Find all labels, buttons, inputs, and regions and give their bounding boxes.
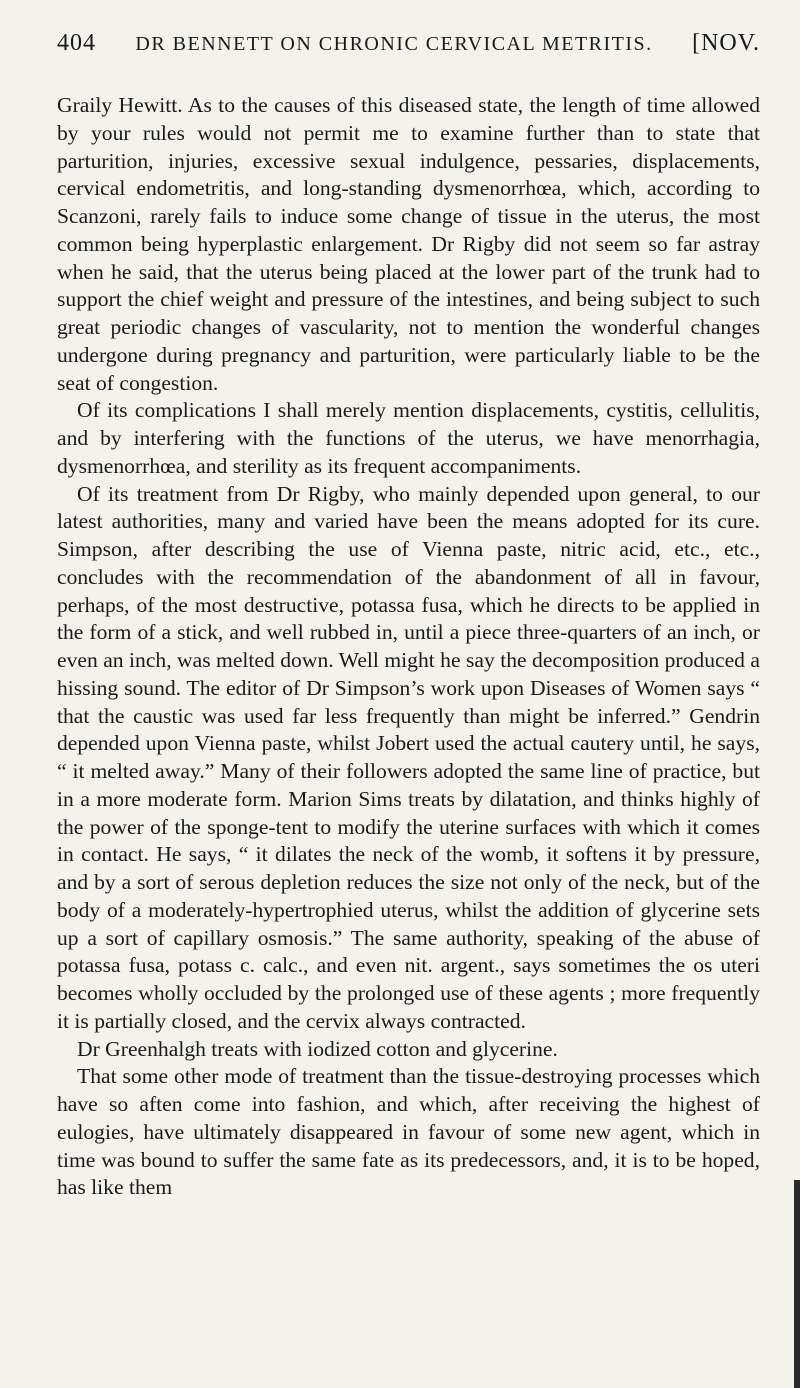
running-title: DR BENNETT ON CHRONIC CERVICAL METRITIS. — [135, 33, 653, 55]
paragraph: Of its treatment from Dr Rigby, who mainly depended upon general, to our latest authorities, many and varied have been the means adopted for its cure. Simpson, after describing the use of Vienna paste, nitric acid, etc., etc., concludes with the recommendation of the abandonment of all in favour, perhaps, of the most destructive, potassa fusa, which he directs to be applied in the form of a stick, and well rubbed in, until a piece three-quarters of an inch, or even an inch, was melted down. Well might he say the decomposition produced a hissing sound. The editor of Dr Simpson’s work upon Diseases of Women says “ that the caustic was used far less frequently than might be inferred.” Gendrin depended upon Vienna paste, whilst Jobert used the actual cautery until, he says, “ it melted away.” Many of their followers adopted the same line of practice, but in a more moderate form. Marion Sims treats by dilatation, and thinks highly of the power of the sponge-tent to modify the uterine surfaces with which it comes in contact. He says, “ it dilates the neck of the womb, it softens it by pressure, and by a sort of serous depletion reduces the size not only of the neck, but of the body of a moderately-hypertrophied uterus, whilst the addition of glycerine sets up a sort of capillary osmosis.” The same authority, speaking of the abuse of potassa fusa, potass c. calc., and even nit. argent., says sometimes the os uteri becomes wholly occluded by the prolonged use of these agents ; more frequently it is partially closed, and the cervix always contracted. — [57, 481, 760, 1033]
paragraph: Graily Hewitt. As to the causes of this diseased state, the length of time allowed by your rules would not permit me to examine further than to state that parturition, injuries, excessive sexual indulgence, pessaries, displacements, cervical endometritis, and long-standing dysmenorrhœa, which, according to Scanzoni, rarely fails to induce some change of tissue in the uterus, the most common being hyperplastic enlargement. Dr Rigby did not seem so far astray when he said, that the uterus being placed at the lower part of the trunk had to support the chief weight and pressure of the intestines, and being subject to such great periodic changes of vascularity, not to mention the wonderful changes undergone during pregnancy and parturition, were particularly liable to be the seat of congestion. — [57, 93, 760, 395]
section-mark: [NOV. — [692, 30, 760, 56]
body-text — [57, 92, 760, 1202]
paragraph: Of its complications I shall merely mention displacements, cystitis, cellulitis, and by interfering with the functions of the uterus, we have menorrhagia, dysmenorrhœa, and sterility as its frequent accompaniments. — [57, 398, 760, 478]
page-edge-shadow — [794, 1180, 800, 1388]
running-head — [57, 30, 760, 70]
paragraph: That some other mode of treatment than the tissue-destroying processes which have so aften come into fashion, and which, after receiving the highest of eulogies, have ultimately disappeared in favour of some new agent, which in time was bound to suffer the same fate as its predecessors, and, it is to be hoped, has like them — [57, 1064, 760, 1200]
paragraph: Dr Greenhalgh treats with iodized cotton and glycerine. — [77, 1036, 558, 1061]
page-number: 404 — [57, 30, 96, 56]
